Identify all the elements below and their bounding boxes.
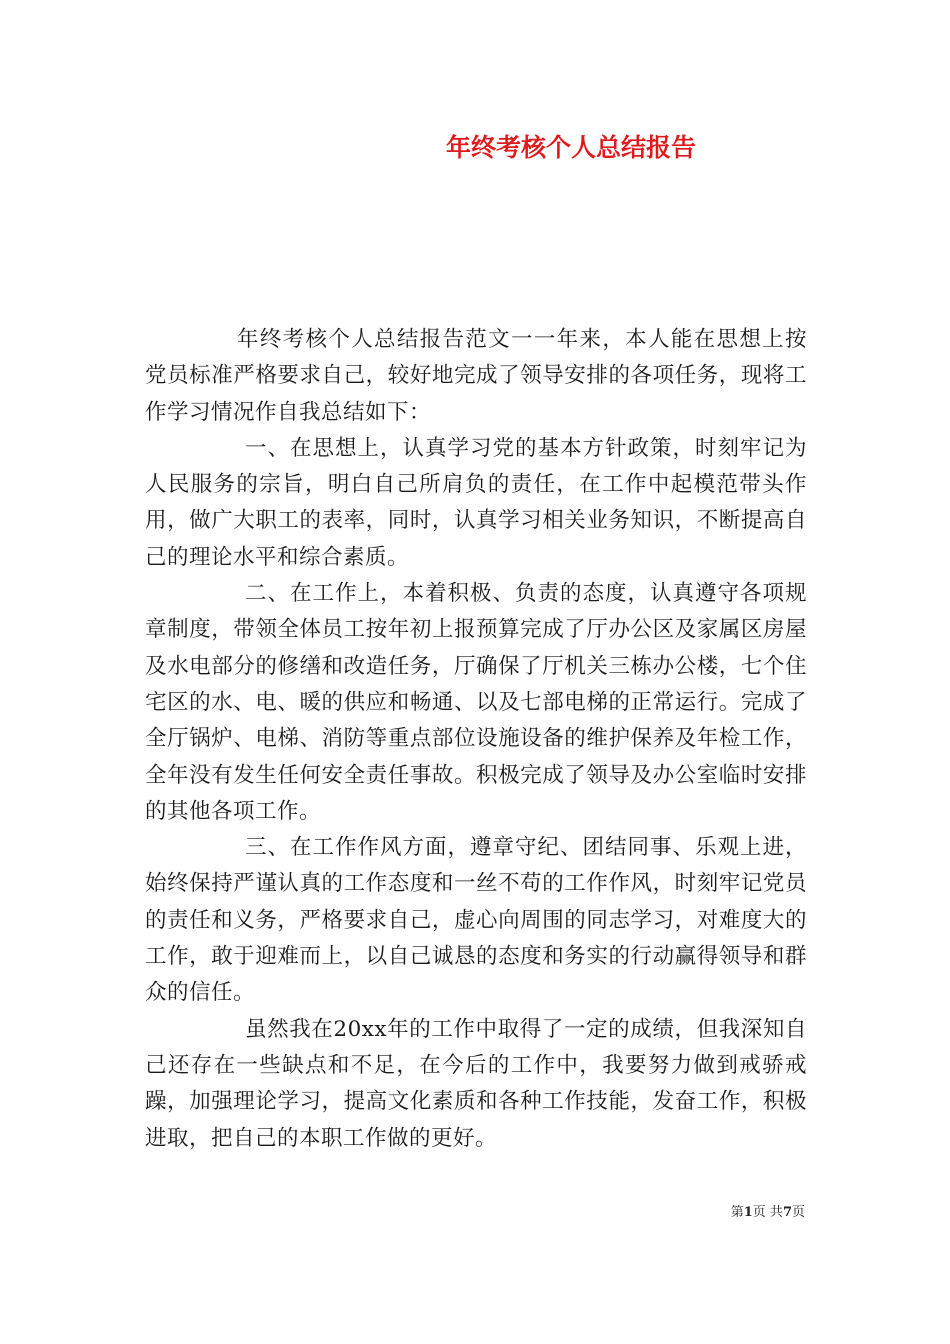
document-title: 年终考核个人总结报告 bbox=[446, 133, 697, 162]
paragraph-intro: 年终考核个人总结报告范文一一年来，本人能在思想上按党员标准严格要求自己，较好地完成了领导安排的各项任务，现将工作学习情况作自我总结如下： bbox=[145, 327, 807, 425]
paragraph-conclusion: 虽然我在20xx年的工作中取得了一定的成绩，但我深知自己还存在一些缺点和不足，在今后的工作中，我要努力做到戒骄戒躁，加强理论学习，提高文化素质和各种工作技能，发奋工作，积极进取，把自己的本职工作做的更好。 bbox=[145, 1016, 807, 1151]
page-number-footer bbox=[731, 1201, 805, 1220]
footer-current-page: 1 bbox=[743, 1205, 753, 1220]
paragraph-section-2: 二、在工作上，本着积极、负责的态度，认真遵守各项规章制度，带领全体员工按年初上报预算完成了厅办公区及家属区房屋及水电部分的修缮和改造任务，厅确保了厅机关三栋办公楼，七个住宅区的水、电、暖的供应和畅通、以及七部电梯的正常运行。完成了全厅锅炉、电梯、消防等重点部位设施设备的维护保养及年检工作，全年没有发生任何安全责任事故。积极完成了领导及办公室临时安排的其他各项工作。 bbox=[145, 581, 807, 824]
document-body bbox=[145, 322, 807, 1157]
footer-middle: 页 共 bbox=[752, 1205, 783, 1220]
footer-prefix: 第 bbox=[730, 1205, 744, 1220]
paragraph-section-1: 一、在思想上，认真学习党的基本方针政策，时刻牢记为人民服务的宗旨，明白自己所肩负的责任，在工作中起模范带头作用，做广大职工的表率，同时，认真学习相关业务知识，不断提高自己的理论水平和综合素质。 bbox=[145, 435, 807, 570]
paragraph-section-3: 三、在工作作风方面，遵章守纪、团结同事、乐观上进，始终保持严谨认真的工作态度和一丝不苟的工作作风，时刻牢记党员的责任和义务，严格要求自己，虚心向周围的同志学习，对难度大的工作，敢于迎难而上，以自己诚恳的态度和务实的行动赢得领导和群众的信任。 bbox=[145, 835, 807, 1006]
footer-total-pages: 7 bbox=[782, 1205, 792, 1220]
footer-suffix: 页 bbox=[791, 1205, 805, 1220]
title-area bbox=[0, 0, 950, 200]
